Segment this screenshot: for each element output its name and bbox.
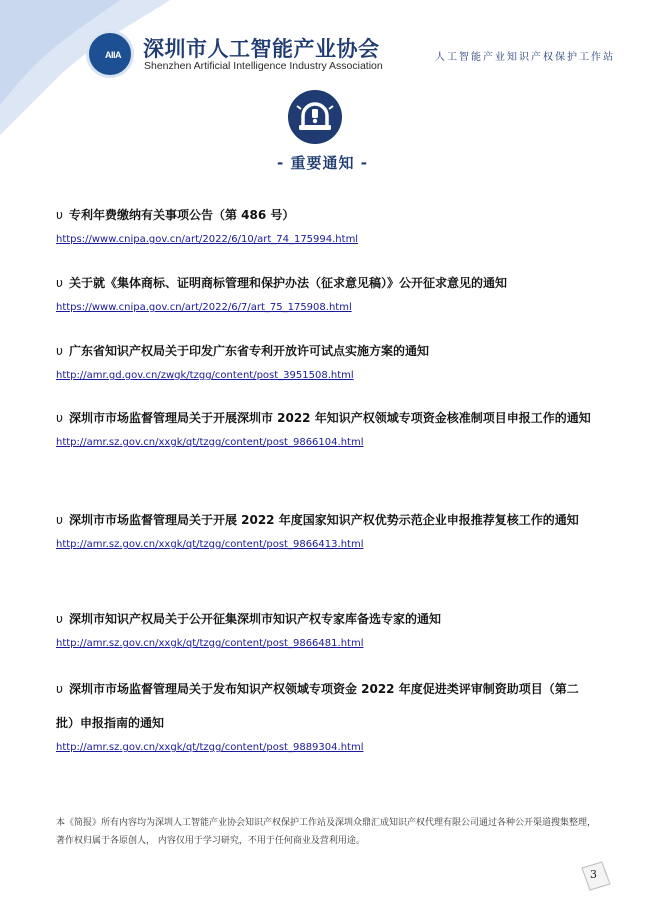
notice-link[interactable]: http://amr.sz.gov.cn/xxgk/qt/tzgg/content/post_9866413.html: [56, 539, 364, 550]
notice-title-text: 深圳市知识产权局关于公开征集深圳市知识产权专家库备选专家的通知: [68, 612, 441, 626]
notice-item: [56, 401, 596, 448]
notice-link[interactable]: http://amr.sz.gov.cn/xxgk/qt/tzgg/content/post_9866481.html: [56, 638, 364, 649]
notice-title-text: 广东省知识产权局关于印发广东省专利开放许可试点实施方案的通知: [68, 344, 429, 358]
page-number-badge: [578, 858, 614, 894]
notice-title-text: 深圳市市场监督管理局关于开展 2022 年度国家知识产权优势示范企业申报推荐复核工作的通知: [68, 513, 579, 527]
notice-link[interactable]: http://amr.sz.gov.cn/xxgk/qt/tzgg/content/post_9866104.html: [56, 437, 364, 448]
notice-title-text: 专利年费缴纳有关事项公告（第 486 号）: [68, 208, 295, 222]
disclaimer-note: 本《简报》所有内容均为深圳人工智能产业协会知识产权保护工作站及深圳众鼎汇成知识产权代理有限公司通过各种公开渠道搜集整理，著作权归属于各原创人， 内容仅用于学习研究，不用于任何商业及营利用途。: [56, 818, 597, 846]
bullet: υ: [56, 276, 63, 290]
association-logo: [86, 30, 134, 78]
notice-title: [56, 401, 596, 435]
bullet: υ: [56, 344, 63, 358]
bullet: υ: [56, 682, 63, 696]
notice-item: [56, 334, 596, 381]
notice-item: [56, 198, 596, 245]
bullet: υ: [56, 208, 63, 222]
workstation-tag: 人工智能产业知识产权保护工作站: [435, 52, 615, 63]
bullet: υ: [56, 513, 63, 527]
notice-item: [56, 503, 596, 550]
notice-title-text: 关于就《集体商标、证明商标管理和保护办法（征求意见稿）》公开征求意见的通知: [68, 276, 507, 290]
notice-title: [56, 602, 596, 636]
notice-link[interactable]: http://amr.sz.gov.cn/xxgk/qt/tzgg/content/post_9889304.html: [56, 742, 364, 753]
warning-bell-icon: [288, 90, 342, 144]
org-name-en: Shenzhen Artificial Intelligence Industry Association: [144, 60, 383, 72]
page-number: 3: [590, 868, 597, 881]
notice-title: [56, 266, 596, 300]
notice-title: [56, 198, 596, 232]
notice-title: [56, 503, 596, 537]
notice-title: [56, 672, 596, 740]
notice-item: [56, 672, 596, 753]
section-title: - 重要通知 -: [277, 154, 368, 172]
notice-link[interactable]: https://www.cnipa.gov.cn/art/2022/6/7/art_75_175908.html: [56, 302, 352, 313]
notice-title-text: 深圳市市场监督管理局关于开展深圳市 2022 年知识产权领域专项资金核准制项目申报工作的通知: [68, 411, 591, 425]
notice-title-text: 深圳市市场监督管理局关于发布知识产权领域专项资金 2022 年度促进类评审制资助项目（第二批）申报指南的通知: [56, 682, 579, 730]
logo-text: AIIA: [105, 50, 121, 60]
notice-item: [56, 602, 596, 649]
bullet: υ: [56, 612, 63, 626]
notice-item: [56, 266, 596, 313]
notice-link[interactable]: http://amr.gd.gov.cn/zwgk/tzgg/content/post_3951508.html: [56, 370, 354, 381]
notice-title: [56, 334, 596, 368]
bullet: υ: [56, 411, 63, 425]
notice-link[interactable]: https://www.cnipa.gov.cn/art/2022/6/10/art_74_175994.html: [56, 234, 359, 245]
org-name-cn: 深圳市人工智能产业协会: [143, 38, 380, 61]
